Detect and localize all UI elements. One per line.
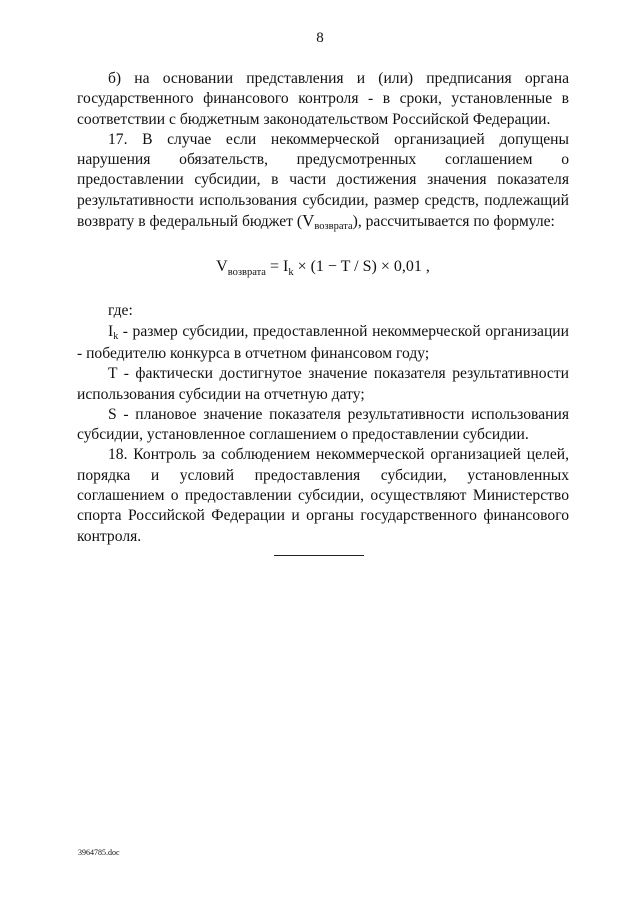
formula-lhs-sub: возврата <box>227 267 266 279</box>
definition-s: S - плановое значение показателя результативности использования субсидии, установленное соглашением о предоставлении субсидии. <box>77 405 569 444</box>
formula-rhs-ik-sub: k <box>288 267 294 279</box>
paragraph-17-text-before: 17. В случае если некоммерческой организацией допущены нарушения обязательств, предусмотренных соглашением о предоставлении субсидии, в части достижения значения показателя результативности использования субсидии, размер средств, подлежащий возврату в федеральный бюджет ( <box>77 130 569 231</box>
document-body <box>77 69 569 547</box>
page-number: 8 <box>316 30 324 46</box>
definition-ik-text: - размер субсидии, предоставленной некоммерческой организации - победителю конкурса в отчетном финансовом году; <box>77 322 569 362</box>
paragraph-18: 18. Контроль за соблюдением некоммерческой организацией целей, порядка и условий предоставления субсидии, установленных соглашением о предоставлении субсидии, осуществляют Министерство спорта Российской Федерации и органы государственного финансового контроля. <box>77 446 569 545</box>
formula-lhs-v: V <box>216 258 228 276</box>
definition-ik-symbol: I <box>108 322 114 340</box>
paragraph-b: б) на основании представления и (или) предписания органа государственного финансового контроля - в сроки, установленные в соответствии с бюджетным законодательством Российской Федерации. <box>77 70 569 128</box>
paragraph-17 <box>77 130 569 234</box>
paragraph-17-text-after: ), рассчитывается по формуле: <box>352 213 555 231</box>
refund-formula <box>77 255 569 281</box>
where-label: где: <box>108 302 133 320</box>
var-v-inline-sub: возврата <box>314 221 353 233</box>
definition-ik <box>77 322 569 365</box>
formula-rhs-prefix: = I <box>265 258 289 276</box>
definition-t: T - фактически достигнутое значение показателя результативности использования субсидии на отчетную дату; <box>77 365 569 403</box>
file-id: 3964785.doc <box>78 848 120 857</box>
formula-rhs-rest: × (1 − T / S) × 0,01 , <box>293 258 430 276</box>
var-v-inline: V <box>302 211 315 231</box>
end-of-text-rule <box>274 555 364 556</box>
definition-ik-sub: k <box>113 330 119 342</box>
